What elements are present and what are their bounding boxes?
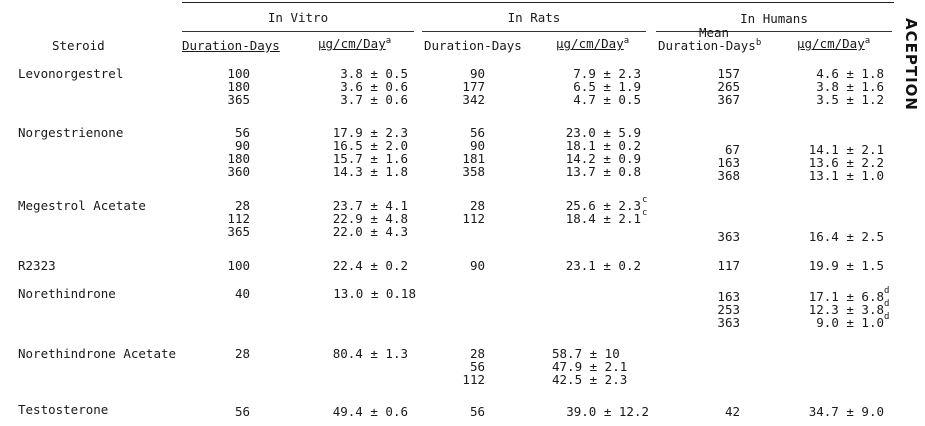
vitro-duration-cell: 56 90 180 360 bbox=[227, 125, 250, 179]
group-header-in-rats: In Rats bbox=[507, 10, 561, 25]
column-header-rats-duration: Duration-Days bbox=[424, 38, 522, 53]
column-header-rats-rate: μg/cm/Day$^a$ bbox=[556, 36, 630, 51]
humans-rate-cell: 4.6 ± 1.8 3.8 ± 1.6 3.5 ± 1.2 bbox=[816, 66, 884, 107]
vitro-duration-cell: 40 bbox=[234, 286, 250, 301]
rats-rate-footnote: c c bbox=[642, 195, 648, 218]
steroid-name: R2323 bbox=[18, 258, 56, 273]
rats-rate-cell: 23.0 ± 5.9 18.1 ± 0.2 14.2 ± 0.9 13.7 ± 0.8 bbox=[565, 125, 641, 179]
column-header-humans-rate: μg/cm/Day$^a$ bbox=[797, 36, 871, 51]
humans-duration-cell: 363 bbox=[717, 229, 740, 244]
humans-duration-cell: 42 bbox=[724, 404, 740, 419]
rats-rate-cell: 25.6 ± 2.3 18.4 ± 2.1 bbox=[565, 198, 641, 226]
rats-duration-cell: 90 bbox=[469, 258, 485, 273]
vitro-rate-cell: 22.4 ± 0.2 bbox=[332, 258, 408, 273]
vitro-rate-cell: 23.7 ± 4.1 22.9 ± 4.8 22.0 ± 4.3 bbox=[332, 198, 408, 239]
column-header-humans-mean: Mean bbox=[698, 25, 730, 40]
steroid-name: Testosterone bbox=[18, 402, 109, 417]
vitro-rate-cell: 13.0 ± 0.18 bbox=[333, 286, 416, 301]
humans-duration-cell: 163 253 363 bbox=[717, 289, 740, 330]
group-header-in-humans: In Humans bbox=[740, 11, 808, 26]
in-rats-group-rule bbox=[422, 31, 646, 32]
rats-duration-cell: 28 56 112 bbox=[462, 346, 485, 387]
vitro-duration-cell: 100 180 365 bbox=[227, 66, 250, 107]
steroid-name: Norethindrone Acetate bbox=[18, 346, 177, 361]
vitro-rate-cell: 17.9 ± 2.3 16.5 ± 2.0 15.7 ± 1.6 14.3 ± 1.8 bbox=[332, 125, 408, 179]
humans-rate-footnote: d d d bbox=[884, 286, 890, 322]
vitro-duration-cell: 28 bbox=[234, 346, 250, 361]
humans-rate-cell: 16.4 ± 2.5 bbox=[808, 229, 884, 244]
vitro-rate-cell: 3.8 ± 0.5 3.6 ± 0.6 3.7 ± 0.6 bbox=[340, 66, 408, 107]
in-vitro-group-rule bbox=[182, 31, 414, 32]
steroid-name: Norgestrienone bbox=[18, 125, 124, 140]
column-header-steroid: Steroid bbox=[52, 38, 105, 53]
vitro-duration-cell: 56 bbox=[234, 404, 250, 419]
rats-rate-cell: 58.7 ± 10 47.9 ± 2.1 42.5 ± 2.3 bbox=[552, 346, 628, 387]
column-header-humans-duration: Duration-Days$^b$ bbox=[658, 38, 762, 53]
vitro-rate-cell: 80.4 ± 1.3 bbox=[332, 346, 408, 361]
vitro-duration-cell: 100 bbox=[227, 258, 250, 273]
humans-duration-cell: 117 bbox=[717, 258, 740, 273]
rats-duration-cell: 56 90 181 358 bbox=[462, 125, 485, 179]
rats-rate-cell: 39.0 ± 12.2 bbox=[566, 404, 649, 419]
humans-duration-cell: 67 163 368 bbox=[717, 142, 740, 183]
rats-duration-cell: 90 177 342 bbox=[462, 66, 485, 107]
vitro-rate-cell: 49.4 ± 0.6 bbox=[332, 404, 408, 419]
humans-rate-cell: 14.1 ± 2.1 13.6 ± 2.2 13.1 ± 1.0 bbox=[808, 142, 884, 183]
rats-rate-cell: 23.1 ± 0.2 bbox=[565, 258, 641, 273]
humans-rate-cell: 17.1 ± 6.8 12.3 ± 3.8 9.0 ± 1.0 bbox=[808, 289, 884, 330]
column-header-vitro-duration: Duration-Days bbox=[182, 38, 280, 53]
humans-rate-cell: 19.9 ± 1.5 bbox=[808, 258, 884, 273]
rats-duration-cell: 28 112 bbox=[462, 198, 485, 226]
table-top-rule bbox=[182, 2, 894, 3]
steroid-name: Megestrol Acetate bbox=[18, 198, 146, 213]
group-header-in-vitro: In Vitro bbox=[267, 10, 329, 25]
vitro-duration-cell: 28 112 365 bbox=[227, 198, 250, 239]
side-running-head: ACEPTION bbox=[902, 18, 920, 111]
column-header-vitro-rate: μg/cm/Day$^a$ bbox=[318, 36, 392, 51]
humans-rate-cell: 34.7 ± 9.0 bbox=[808, 404, 884, 419]
humans-duration-cell: 157 265 367 bbox=[717, 66, 740, 107]
rats-rate-cell: 7.9 ± 2.3 6.5 ± 1.9 4.7 ± 0.5 bbox=[573, 66, 641, 107]
rats-duration-cell: 56 bbox=[469, 404, 485, 419]
steroid-name: Norethindrone bbox=[18, 286, 116, 301]
steroid-name: Levonorgestrel bbox=[18, 66, 124, 81]
